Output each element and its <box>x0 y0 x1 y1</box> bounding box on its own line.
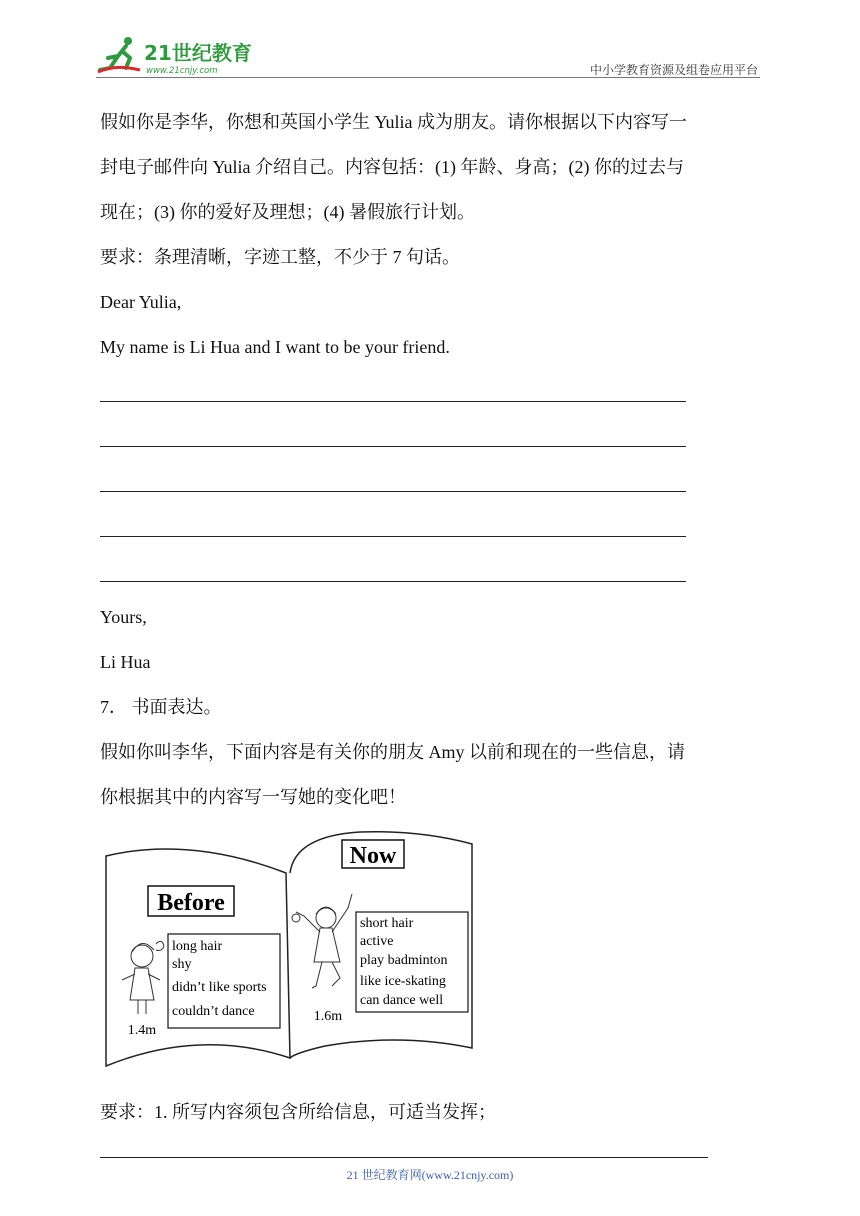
letter-signature: Li Hua <box>100 652 151 672</box>
writing-line[interactable] <box>100 401 686 402</box>
before-item: long hair <box>172 939 223 954</box>
logo-url: www.21cnjy.com <box>146 66 218 76</box>
now-item: short hair <box>360 916 414 931</box>
now-height: 1.6m <box>313 1009 343 1024</box>
header-platform-text: 中小学教育资源及组卷应用平台 <box>589 63 758 77</box>
writing-line[interactable] <box>100 446 686 447</box>
header-divider <box>96 77 760 78</box>
prompt-line-1: 假如你是李华，你想和英国小学生 Yulia 成为朋友。请你根据以下内容写一 <box>100 112 687 132</box>
q7-prompt-line-1: 假如你叫李华，下面内容是有关你的朋友 Amy 以前和现在的一些信息，请 <box>100 742 685 762</box>
letter-opening: My name is Li Hua and I want to be your friend. <box>100 337 450 357</box>
q7-prompt-line-2: 你根据其中的内容写一写她的变化吧！ <box>100 787 406 807</box>
logo <box>96 34 266 76</box>
prompt-line-3: 现在；(3) 你的爱好及理想；(4) 暑假旅行计划。 <box>100 202 475 222</box>
runner-icon <box>98 37 140 72</box>
page-header <box>96 30 760 78</box>
requirement-line: 要求：条理清晰，字迹工整，不少于 7 句话。 <box>100 247 460 267</box>
before-now-book-figure <box>100 828 480 1078</box>
before-item: couldn’t dance <box>172 1004 255 1019</box>
writing-line[interactable] <box>100 581 686 582</box>
writing-line[interactable] <box>100 491 686 492</box>
before-item: shy <box>172 957 192 972</box>
before-page <box>122 886 280 1038</box>
question-7-title: 7． 书面表达。 <box>100 697 222 717</box>
footer-source: 21 世纪教育网(www.21cnjy.com) <box>346 1168 514 1182</box>
q7-requirement: 要求：1. 所写内容须包含所给信息，可适当发挥； <box>100 1102 496 1122</box>
now-item: play badminton <box>360 953 448 968</box>
footer-divider <box>100 1157 708 1158</box>
now-item: active <box>360 934 394 949</box>
now-item: like ice-skating <box>360 974 446 989</box>
before-title: Before <box>157 890 225 916</box>
now-item: can dance well <box>360 993 444 1008</box>
prompt-line-2: 封电子邮件向 Yulia 介绍自己。内容包括：(1) 年龄、身高；(2) 你的过去与 <box>100 157 684 177</box>
letter-closing: Yours, <box>100 607 147 627</box>
girl-before-icon <box>122 941 164 1014</box>
logo-text: 21世纪教育 <box>144 41 252 65</box>
writing-line[interactable] <box>100 536 686 537</box>
now-page <box>292 840 468 1024</box>
before-height: 1.4m <box>127 1023 157 1038</box>
letter-greeting: Dear Yulia, <box>100 292 182 312</box>
girl-now-icon <box>292 894 352 988</box>
now-title: Now <box>349 843 397 869</box>
before-item: didn’t like sports <box>172 980 267 995</box>
